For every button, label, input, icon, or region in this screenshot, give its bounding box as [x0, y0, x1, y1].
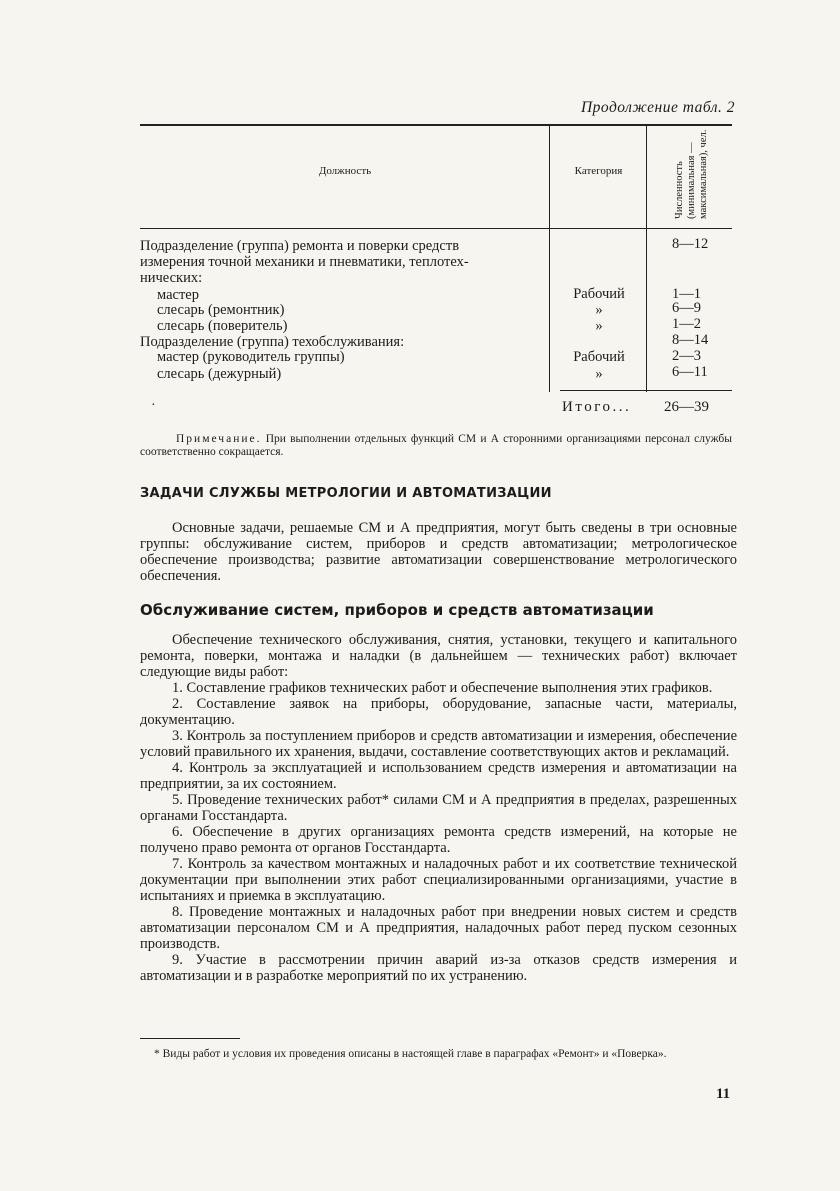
row-desc: слесарь (поверитель) — [157, 318, 288, 334]
total-value: 26—39 — [664, 399, 709, 415]
row-count: 6—11 — [672, 364, 708, 380]
intro-paragraph: Основные задачи, решаемые СМ и А предприятия, могут быть сведены в три основные группы: обслуживание систем, приборов и средств автоматизации; метрологическое обеспечение производства; развитие автоматизации совершенствование метрологического обеспечения. — [140, 520, 737, 584]
row-desc: слесарь (дежурный) — [157, 366, 282, 382]
row-category: » — [595, 302, 603, 318]
list-item: 7. Контроль за качеством монтажных и наладочных работ и их соответствие технической документации при выполнении этих работ специализированными организациями, участие в испытаниях и приемка в эксплуатацию. — [140, 856, 737, 904]
footnote: * Виды работ и условия их проведения описаны в настоящей главе в параграфах «Ремонт» и «Поверка». — [154, 1048, 667, 1060]
section-title: ЗАДАЧИ СЛУЖБЫ МЕТРОЛОГИИ И АВТОМАТИЗАЦИИ — [140, 486, 552, 501]
row-category: » — [595, 366, 603, 382]
list-item: 2. Составление заявок на приборы, оборудование, запасные части, материалы, документацию. — [140, 696, 737, 728]
work-list — [140, 632, 737, 984]
list-item: 1. Составление графиков технических работ и обеспечение выполнения этих графиков. — [172, 680, 713, 696]
list-item: 9. Участие в рассмотрении причин аварий из-за отказов средств измерения и автоматизации и в разработке мероприятий по их устранению. — [140, 952, 737, 984]
row-desc: мастер — [157, 287, 199, 303]
row-count: 8—14 — [672, 332, 709, 348]
row-count: 8—12 — [672, 236, 709, 252]
header-category: Категория — [574, 165, 623, 177]
total-label: Итого... — [562, 399, 632, 415]
list-item: 4. Контроль за эксплуатацией и использованием средств измерения и автоматизации на предприятии, за их состоянием. — [140, 760, 737, 792]
page-number: 11 — [716, 1086, 731, 1102]
paragraph: Обеспечение технического обслуживания, снятия, установки, текущего и капитального ремонта, поверки, монтажа и наладки (в дальнейшем — технических работ) включает следующие виды работ: — [140, 632, 737, 680]
row-desc: слесарь (ремонтник) — [157, 302, 285, 318]
row-desc: мастер (руководитель группы) — [157, 349, 345, 365]
row-category: Рабочий — [573, 349, 625, 365]
row-count: 1—2 — [672, 316, 701, 332]
row-desc: Подразделение (группа) техобслуживания: — [140, 334, 405, 350]
row-category: » — [595, 318, 603, 334]
header-position: Должность — [318, 165, 372, 177]
table-header-rule — [140, 228, 732, 229]
subsection-title: Обслуживание систем, приборов и средств автоматизации — [140, 601, 654, 619]
list-item: 8. Проведение монтажных и наладочных работ при внедрении новых систем и средств автоматизации персоналом СМ и А предприятия, наладочных работ перед пуском сезонных производств. — [140, 904, 737, 952]
row-desc: Подразделение (группа) ремонта и поверки средств — [140, 238, 460, 254]
footnote-rule — [140, 1038, 240, 1039]
row-desc: измерения точной механики и пневматики, теплотех- — [140, 254, 469, 270]
list-item: 3. Контроль за поступлением приборов и средств автоматизации и измерения, обеспечение условий правильного их хранения, выдачи, составление соответствующих актов и рекламаций. — [140, 728, 737, 760]
row-count: 1—1 — [672, 286, 701, 302]
table-top-rule — [140, 124, 732, 126]
row-count: 6—9 — [672, 300, 701, 316]
table-note — [140, 433, 732, 459]
header-count: Численность (минимальная — максимальная), чел. — [674, 129, 709, 219]
row-desc: нических: — [140, 270, 203, 286]
stray-dot: · — [151, 398, 156, 413]
note-label: Примечание. — [176, 433, 262, 445]
total-rule — [560, 390, 732, 391]
row-count: 2—3 — [672, 348, 701, 364]
list-item: 6. Обеспечение в других организациях ремонта средств измерений, на которые не получено право ремонта от органов Госстандарта. — [140, 824, 737, 856]
list-item: 5. Проведение технических работ* силами СМ и А предприятия в пределах, разрешенных органами Госстандарта. — [140, 792, 737, 824]
table-continuation-label: Продолжение табл. 2 — [580, 99, 735, 116]
row-category: Рабочий — [573, 286, 625, 302]
note-text: При выполнении отдельных функций СМ и А сторонними организациями персонал службы соответственно сокращается. — [140, 433, 732, 458]
